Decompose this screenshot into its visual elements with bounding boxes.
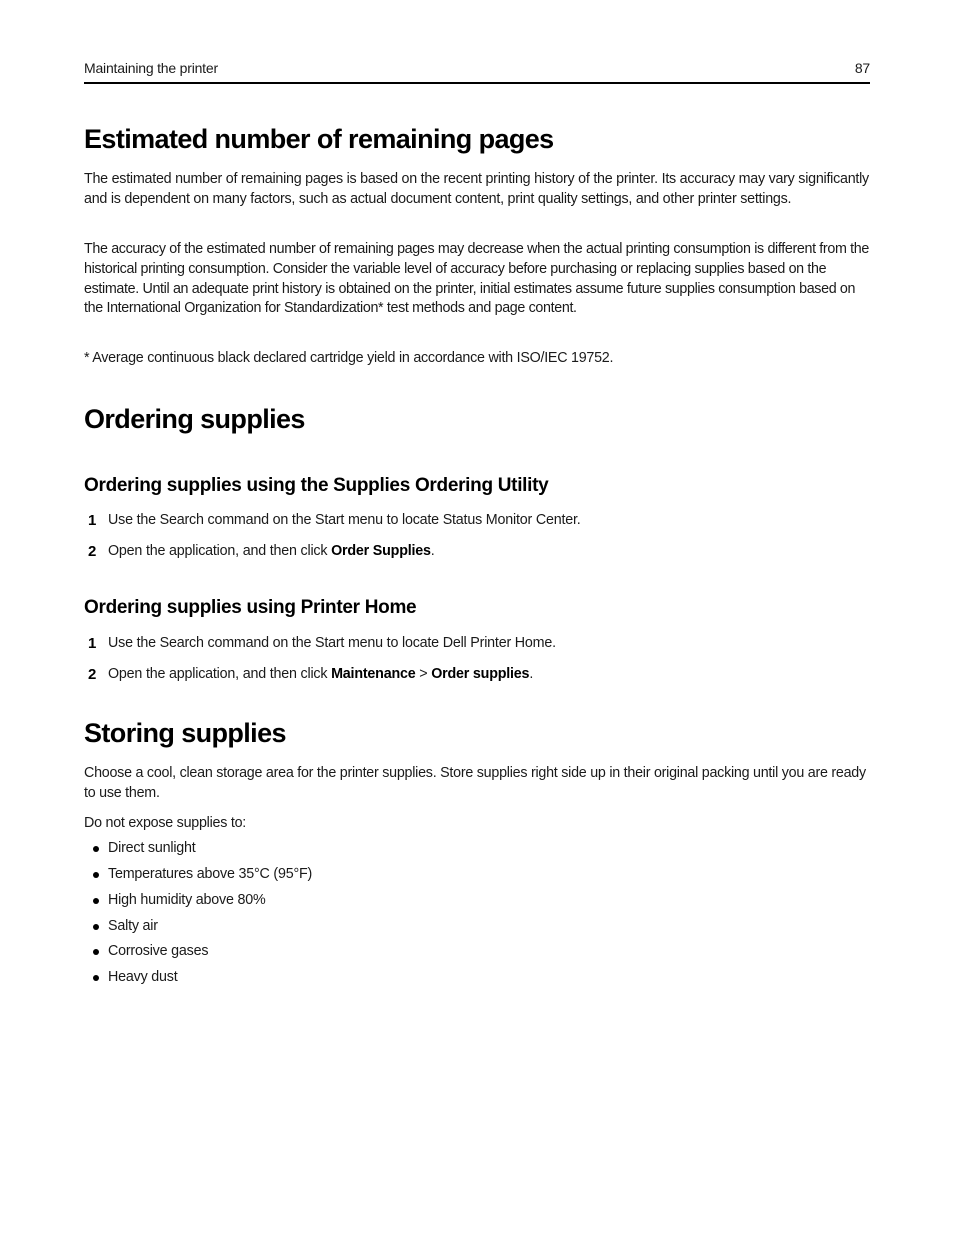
subsection-title-ordering-utility: Ordering supplies using the Supplies Ordering Utility	[84, 475, 549, 496]
step-item	[84, 542, 870, 561]
step-text: Use the Search command on the Start menu to locate Dell Printer Home.	[108, 635, 556, 651]
step-item	[84, 665, 870, 684]
step-item	[84, 634, 870, 653]
list-item-text: Heavy dust	[108, 969, 178, 985]
section-title-remaining-pages: Estimated number of remaining pages	[84, 124, 554, 154]
bullet-icon	[84, 865, 108, 884]
bullet-icon	[84, 968, 108, 987]
step-text: Use the Search command on the Start menu to locate Status Monitor Center.	[108, 512, 581, 528]
step-number: 1	[88, 635, 97, 652]
ui-label-order-supplies: Order supplies	[431, 666, 530, 682]
step-text	[108, 542, 435, 561]
step-text-part: .	[529, 666, 534, 682]
list-item	[84, 968, 178, 987]
list-item	[84, 891, 266, 910]
section-title-storing-supplies: Storing supplies	[84, 718, 286, 748]
step-text-part: Open the application, and then click	[108, 666, 332, 682]
bullet-icon	[84, 942, 108, 961]
ui-label-maintenance: Maintenance	[331, 666, 416, 682]
step-number: 1	[88, 512, 97, 529]
step-item	[84, 511, 870, 530]
list-intro: Do not expose supplies to:	[84, 815, 246, 831]
list-item-text: Salty air	[108, 918, 158, 934]
chapter-title: Maintaining the printer	[84, 60, 218, 76]
step-text-part: .	[430, 543, 435, 559]
running-header	[84, 60, 870, 84]
step-number: 2	[88, 543, 97, 560]
page-number: 87	[854, 60, 870, 76]
step-text	[108, 665, 533, 684]
step-number: 2	[88, 666, 97, 683]
paragraph: The accuracy of the estimated number of remaining pages may decrease when the actual printing consumption is different from the historical printing consumption. Consider the variable level of accuracy before purchasing or replacing supplies based on the estimate. Until an adequate print history is obtained on the printer, initial estimates assume future supplies consumption based on the International Organization for Standardization* test methods and page content.	[84, 241, 869, 317]
list-item-text: High humidity above 80%	[108, 892, 266, 908]
list-item-text: Corrosive gases	[108, 943, 209, 959]
list-item	[84, 839, 196, 858]
footnote: * Average continuous black declared cartridge yield in accordance with ISO/IEC 19752.	[84, 350, 614, 366]
step-text-part: Open the application, and then click	[108, 543, 332, 559]
list-item	[84, 917, 158, 936]
list-item	[84, 942, 208, 961]
paragraph: Choose a cool, clean storage area for the printer supplies. Store supplies right side up in their original packing until you are ready to use them.	[84, 765, 866, 801]
list-item	[84, 865, 312, 884]
subsection-title-printer-home: Ordering supplies using Printer Home	[84, 597, 417, 618]
menu-separator: >	[415, 666, 432, 682]
bullet-icon	[84, 891, 108, 910]
ui-label-order-supplies: Order Supplies	[331, 543, 431, 559]
list-item-text: Temperatures above 35°C (95°F)	[108, 866, 313, 882]
paragraph: The estimated number of remaining pages is based on the recent printing history of the printer. Its accuracy may vary significantly and is dependent on many factors, such as actual document content, print quality settings, and other printer settings.	[84, 171, 869, 207]
section-title-ordering-supplies: Ordering supplies	[84, 404, 305, 434]
bullet-icon	[84, 917, 108, 936]
list-item-text: Direct sunlight	[108, 840, 196, 856]
bullet-icon	[84, 839, 108, 858]
